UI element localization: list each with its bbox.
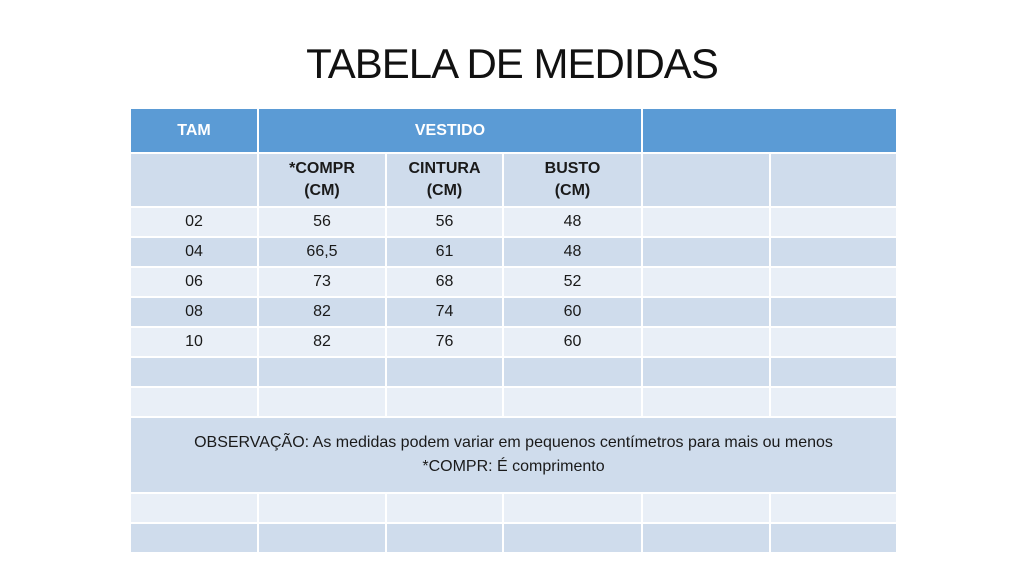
- subheader-empty: [770, 153, 897, 207]
- cell-empty: [770, 237, 897, 267]
- cell-cintura: 76: [386, 327, 503, 357]
- cell-empty: [770, 207, 897, 237]
- cell-tam: 02: [130, 207, 258, 237]
- cell-tam: 08: [130, 297, 258, 327]
- table-row-empty: [130, 357, 897, 387]
- cell-tam: 04: [130, 237, 258, 267]
- table-row: [130, 267, 897, 297]
- header-empty: [642, 108, 897, 153]
- subheader-compr-unit: (CM): [304, 182, 340, 199]
- note-compr: *COMPR: É comprimento: [422, 458, 605, 475]
- cell-cintura: 61: [386, 237, 503, 267]
- cell-compr: 82: [258, 327, 386, 357]
- cell-compr: 73: [258, 267, 386, 297]
- cell-cintura: 68: [386, 267, 503, 297]
- size-table: [129, 107, 898, 554]
- subheader-empty: [642, 153, 770, 207]
- cell-busto: 52: [503, 267, 642, 297]
- header-vestido: VESTIDO: [258, 108, 642, 153]
- subheader-busto-label: BUSTO: [544, 160, 601, 177]
- cell-tam: 10: [130, 327, 258, 357]
- cell-busto: 60: [503, 297, 642, 327]
- cell-busto: 60: [503, 327, 642, 357]
- cell-compr: 66,5: [258, 237, 386, 267]
- note-row: [130, 417, 897, 493]
- subheader-busto-unit: (CM): [554, 182, 591, 199]
- note-cell: [130, 417, 897, 493]
- subheader-compr: [258, 153, 386, 207]
- subheader-cintura-label: CINTURA: [408, 160, 481, 177]
- cell-tam: 06: [130, 267, 258, 297]
- table-header-row: [130, 108, 897, 153]
- cell-cintura: 74: [386, 297, 503, 327]
- subheader-cintura: [386, 153, 503, 207]
- subheader-busto: [503, 153, 642, 207]
- table-subheader-row: [130, 153, 897, 207]
- cell-empty: [770, 267, 897, 297]
- table-row-empty: [130, 493, 897, 523]
- cell-empty: [642, 237, 770, 267]
- cell-compr: 56: [258, 207, 386, 237]
- cell-compr: 82: [258, 297, 386, 327]
- table-row: [130, 327, 897, 357]
- cell-empty: [770, 297, 897, 327]
- header-tam: TAM: [130, 108, 258, 153]
- cell-busto: 48: [503, 207, 642, 237]
- subheader-compr-label: *COMPR: [289, 160, 355, 177]
- table-row: [130, 237, 897, 267]
- page-title: TABELA DE MEDIDAS: [306, 40, 718, 87]
- cell-empty: [642, 297, 770, 327]
- cell-empty: [642, 267, 770, 297]
- table-row-empty: [130, 387, 897, 417]
- table-row-empty: [130, 523, 897, 553]
- table-row: [130, 297, 897, 327]
- cell-cintura: 56: [386, 207, 503, 237]
- cell-empty: [642, 327, 770, 357]
- table-row: [130, 207, 897, 237]
- cell-empty: [642, 207, 770, 237]
- cell-empty: [770, 327, 897, 357]
- subheader-empty: [130, 153, 258, 207]
- note-observation: OBSERVAÇÃO: As medidas podem variar em pequenos centímetros para mais ou menos: [194, 434, 833, 451]
- subheader-cintura-unit: (CM): [426, 182, 463, 199]
- cell-busto: 48: [503, 237, 642, 267]
